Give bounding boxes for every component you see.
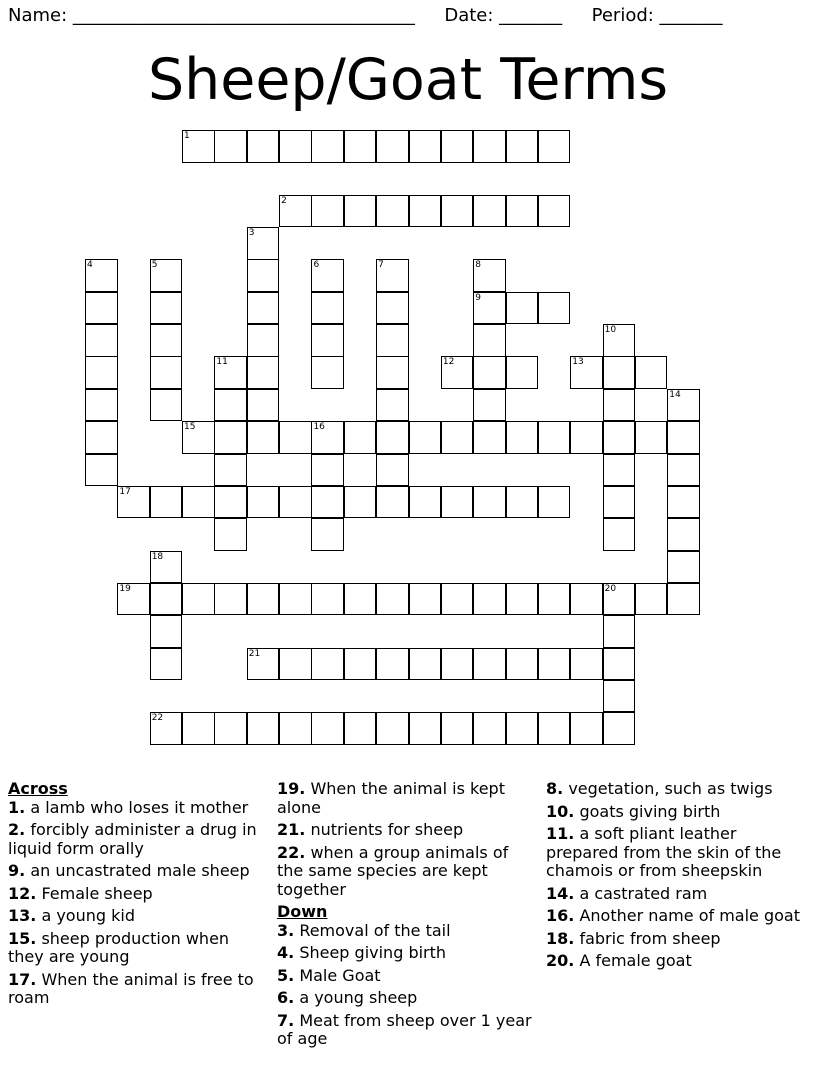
cell-number: 1	[184, 131, 190, 141]
grid-cell[interactable]	[376, 130, 409, 163]
grid-cell[interactable]	[214, 454, 247, 487]
grid-cell[interactable]	[182, 486, 215, 519]
cell-number: 12	[442, 357, 455, 368]
grid-cell[interactable]	[409, 712, 442, 745]
grid-cell[interactable]	[409, 421, 442, 454]
grid-cell[interactable]	[344, 195, 377, 228]
grid-cell[interactable]	[473, 583, 506, 616]
cell-number: 13	[572, 357, 584, 368]
clue-column-1	[8, 780, 263, 1012]
cell-number: 11	[216, 357, 228, 368]
grid-cell[interactable]	[473, 712, 506, 745]
grid-cell[interactable]	[409, 648, 442, 681]
grid-cell[interactable]	[603, 486, 636, 519]
grid-cell[interactable]	[603, 389, 636, 422]
grid-cell[interactable]	[409, 486, 442, 519]
grid-cell[interactable]	[247, 486, 280, 519]
down-clue: 7. Meat from sheep over 1 year of age	[277, 1010, 532, 1048]
cell-number: 22	[151, 713, 164, 724]
grid-cell[interactable]	[603, 680, 636, 713]
grid-cell[interactable]	[214, 486, 247, 519]
grid-cell[interactable]	[635, 421, 668, 454]
grid-cell[interactable]	[441, 421, 474, 454]
grid-cell[interactable]	[538, 195, 571, 228]
down-clue: 8. vegetation, such as twigs	[546, 779, 773, 798]
grid-cell[interactable]	[311, 324, 344, 357]
grid-cell[interactable]	[473, 486, 506, 519]
cell-number: 2	[281, 195, 287, 206]
grid-cell[interactable]	[311, 486, 344, 519]
cell-number: 3	[248, 228, 255, 239]
grid-cell[interactable]	[538, 486, 571, 519]
down-clue: 14. a castrated ram	[546, 883, 708, 903]
grid-cell[interactable]	[311, 195, 344, 228]
grid-cell[interactable]	[311, 712, 344, 745]
date-field[interactable]: Date: _______	[444, 5, 563, 26]
grid-cell[interactable]	[85, 324, 118, 357]
grid-cell[interactable]	[473, 648, 506, 681]
grid-cell[interactable]	[214, 389, 247, 422]
grid-cell[interactable]	[311, 518, 344, 551]
grid-cell[interactable]	[441, 195, 474, 228]
grid-cell[interactable]	[85, 356, 118, 389]
grid-cell[interactable]	[667, 518, 700, 551]
grid-cell[interactable]	[506, 195, 539, 228]
grid-cell[interactable]	[150, 615, 183, 648]
across-clue: 17. When the animal is free to roam	[8, 969, 254, 1007]
grid-cell[interactable]	[473, 389, 506, 422]
grid-cell[interactable]	[214, 130, 247, 163]
grid-cell[interactable]	[150, 486, 183, 519]
grid-cell[interactable]	[150, 389, 183, 422]
grid-cell[interactable]	[667, 486, 700, 519]
grid-cell[interactable]	[538, 648, 571, 681]
grid-cell[interactable]	[409, 130, 442, 163]
grid-cell[interactable]	[150, 583, 183, 616]
grid-cell[interactable]	[376, 389, 409, 422]
cell-number: 6	[313, 260, 320, 271]
grid-cell[interactable]	[473, 356, 506, 389]
grid-cell[interactable]	[279, 421, 312, 454]
cell-number: 5	[151, 260, 158, 271]
grid-cell[interactable]	[376, 421, 409, 454]
grid-cell[interactable]	[214, 712, 247, 745]
grid-cell[interactable]	[247, 421, 280, 454]
grid-cell[interactable]	[344, 421, 377, 454]
grid-cell[interactable]	[344, 486, 377, 519]
grid-cell[interactable]	[570, 421, 603, 454]
grid-cell[interactable]	[570, 583, 603, 616]
across-clue: 13. a young kid	[8, 906, 135, 925]
across-clue: 2. forcibly administer a drug in liquid form orally	[8, 820, 257, 858]
grid-cell[interactable]	[506, 583, 539, 616]
grid-cell[interactable]	[506, 712, 539, 745]
grid-cell[interactable]	[667, 551, 700, 584]
grid-cell[interactable]	[376, 712, 409, 745]
grid-cell[interactable]	[182, 583, 215, 616]
cell-number: 10	[604, 325, 617, 336]
grid-cell[interactable]	[247, 130, 280, 163]
grid-cell[interactable]	[506, 130, 539, 163]
name-field[interactable]: Name: ______________________________________	[8, 5, 415, 26]
across-clue: 9. an uncastrated male sheep	[8, 861, 250, 880]
grid-cell[interactable]	[247, 259, 280, 292]
down-clue: 20. A female goat	[546, 951, 692, 970]
across-heading: Across	[8, 779, 68, 798]
down-clue: 4. Sheep giving birth	[277, 943, 447, 962]
down-clue: 5. Male Goat	[277, 965, 381, 985]
grid-cell[interactable]	[376, 356, 409, 389]
grid-cell[interactable]	[182, 712, 215, 745]
grid-cell[interactable]	[85, 389, 118, 422]
grid-cell[interactable]	[667, 583, 700, 616]
across-clue: 12. Female sheep	[8, 883, 153, 903]
down-heading: Down	[277, 902, 328, 921]
grid-cell[interactable]	[150, 292, 183, 325]
grid-cell[interactable]	[506, 356, 539, 389]
cell-number: 16	[313, 422, 325, 433]
down-clue: 18. fabric from sheep	[546, 928, 721, 948]
grid-cell[interactable]	[279, 648, 312, 681]
grid-cell[interactable]	[311, 454, 344, 487]
cell-number: 14	[669, 389, 681, 400]
cell-number: 19	[119, 583, 131, 594]
grid-cell[interactable]	[247, 356, 280, 389]
period-field[interactable]: Period: _______	[591, 5, 723, 26]
grid-cell[interactable]	[311, 356, 344, 389]
clue-column-3	[546, 780, 808, 975]
grid-cell[interactable]	[441, 486, 474, 519]
grid-cell[interactable]	[150, 324, 183, 357]
grid-cell[interactable]	[603, 421, 636, 454]
down-clue: 16. Another name of male goat	[546, 906, 800, 925]
grid-cell[interactable]	[344, 648, 377, 681]
grid-cell[interactable]	[538, 292, 571, 325]
grid-cell[interactable]	[247, 389, 280, 422]
grid-cell[interactable]	[214, 518, 247, 551]
grid-cell[interactable]	[150, 648, 183, 681]
grid-cell[interactable]	[506, 648, 539, 681]
grid-cell[interactable]	[279, 583, 312, 616]
grid-cell[interactable]	[441, 583, 474, 616]
grid-cell[interactable]	[311, 130, 344, 163]
cell-number: 17	[119, 486, 131, 497]
grid-cell[interactable]	[667, 454, 700, 487]
grid-cell[interactable]	[376, 648, 409, 681]
across-clue: 15. sheep production when they are young	[8, 928, 230, 966]
cell-number: 21	[248, 648, 261, 659]
grid-cell[interactable]	[344, 583, 377, 616]
grid-cell[interactable]	[538, 130, 571, 163]
grid-cell[interactable]	[376, 486, 409, 519]
grid-cell[interactable]	[603, 518, 636, 551]
grid-cell[interactable]	[214, 421, 247, 454]
grid-cell[interactable]	[570, 712, 603, 745]
grid-cell[interactable]	[344, 130, 377, 163]
cell-number: 4	[87, 260, 93, 271]
cell-number: 9	[475, 292, 481, 303]
grid-cell[interactable]	[603, 356, 636, 389]
grid-cell[interactable]	[311, 583, 344, 616]
cell-number: 15	[184, 422, 196, 433]
grid-cell[interactable]	[279, 712, 312, 745]
across-clue: 1. a lamb who loses it mother	[8, 797, 249, 817]
grid-cell[interactable]	[603, 648, 636, 681]
page-title: Sheep/Goat Terms	[147, 47, 669, 113]
grid-cell[interactable]	[85, 421, 118, 454]
grid-cell[interactable]	[214, 583, 247, 616]
grid-cell[interactable]	[603, 454, 636, 487]
grid-cell[interactable]	[247, 712, 280, 745]
grid-cell[interactable]	[570, 648, 603, 681]
grid-cell[interactable]	[85, 454, 118, 487]
cell-number: 8	[475, 260, 481, 271]
grid-cell[interactable]	[279, 486, 312, 519]
grid-cell[interactable]	[506, 292, 539, 325]
grid-cell[interactable]	[667, 421, 700, 454]
grid-cell[interactable]	[506, 486, 539, 519]
grid-cell[interactable]	[441, 130, 474, 163]
grid-cell[interactable]	[376, 324, 409, 357]
grid-cell[interactable]	[376, 195, 409, 228]
across-clue: 19. When the animal is kept alone	[277, 779, 505, 817]
grid-cell[interactable]	[279, 130, 312, 163]
grid-cell[interactable]	[441, 648, 474, 681]
grid-cell[interactable]	[150, 356, 183, 389]
down-clue: 11. a soft pliant leather prepared from the skin of the chamois or from sheepskin	[546, 824, 782, 880]
grid-cell[interactable]	[441, 712, 474, 745]
clue-column-2	[277, 780, 535, 1053]
grid-cell[interactable]	[603, 712, 636, 745]
grid-cell[interactable]	[506, 421, 539, 454]
down-clue: 6. a young sheep	[277, 988, 418, 1007]
grid-cell[interactable]	[409, 195, 442, 228]
across-clue: 22. when a group animals of the same species are kept together	[277, 842, 509, 899]
down-clue: 3. Removal of the tail	[277, 920, 451, 940]
grid-cell[interactable]	[473, 195, 506, 228]
grid-cell[interactable]	[247, 292, 280, 325]
grid-cell[interactable]	[473, 130, 506, 163]
grid-cell[interactable]	[538, 583, 571, 616]
grid-cell[interactable]	[85, 292, 118, 325]
grid-cell[interactable]	[311, 648, 344, 681]
grid-cell[interactable]	[376, 583, 409, 616]
grid-cell[interactable]	[538, 421, 571, 454]
cell-number: 20	[604, 583, 617, 594]
down-clue: 10. goats giving birth	[546, 801, 721, 821]
grid-cell[interactable]	[409, 583, 442, 616]
cell-number: 18	[151, 551, 164, 562]
grid-cell[interactable]	[376, 292, 409, 325]
grid-cell[interactable]	[635, 583, 668, 616]
grid-cell[interactable]	[376, 454, 409, 487]
grid-cell[interactable]	[473, 324, 506, 357]
across-clue: 21. nutrients for sheep	[277, 820, 464, 839]
grid-cell[interactable]	[603, 615, 636, 648]
grid-cell[interactable]	[247, 583, 280, 616]
grid-cell[interactable]	[635, 356, 668, 389]
grid-cell[interactable]	[311, 292, 344, 325]
grid-cell[interactable]	[247, 324, 280, 357]
grid-cell[interactable]	[344, 712, 377, 745]
cell-number: 7	[378, 260, 384, 271]
grid-cell[interactable]	[538, 712, 571, 745]
grid-cell[interactable]	[473, 421, 506, 454]
